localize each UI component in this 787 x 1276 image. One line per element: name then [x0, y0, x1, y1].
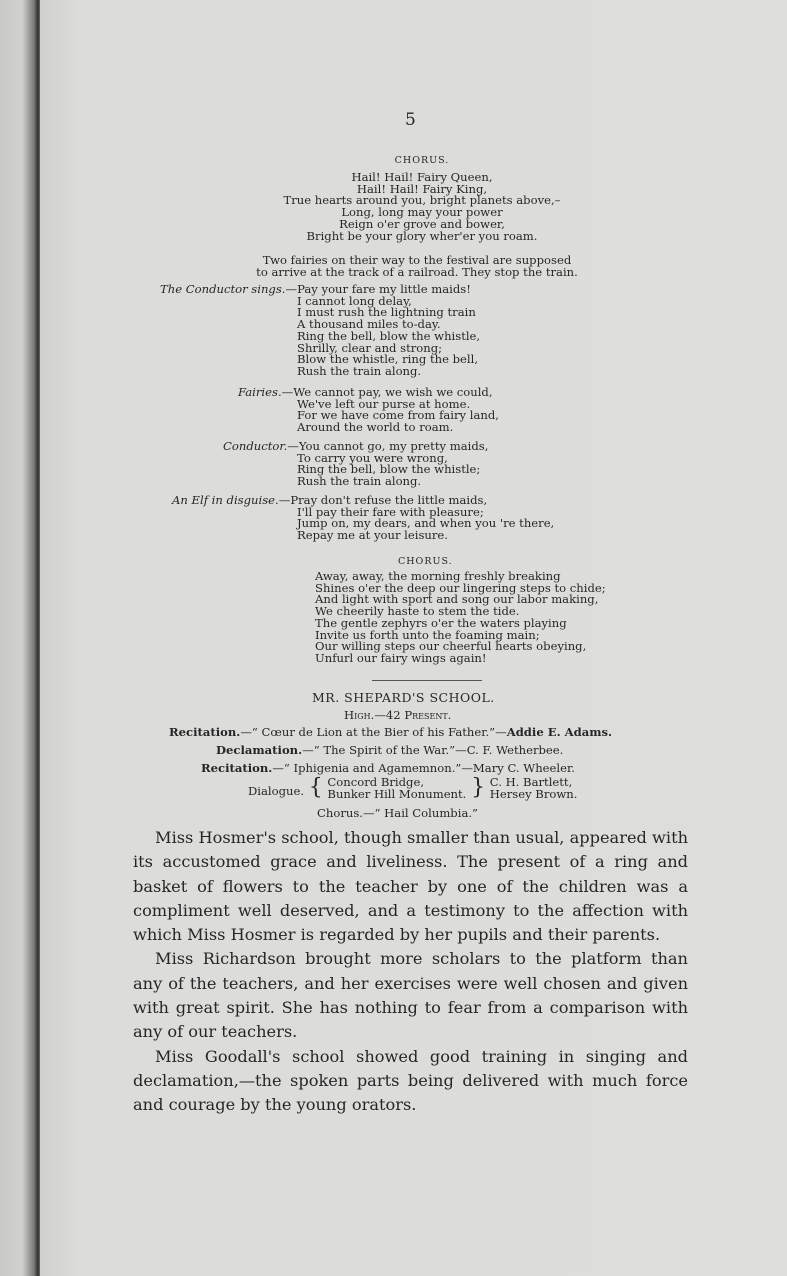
verse-line: —You cannot go, my pretty maids,: [287, 439, 489, 453]
verse-line: Ring the bell, blow the whistle,: [297, 328, 481, 343]
paragraph: Miss Hosmer's school, though smaller than usual, appeared with its accustomed grace and liveliness. The present of a ring and basket of flowers to the teacher by one of the children was a compliment well deserved, and a testimony to the affection with which Miss Hosmer is regarded by her pupils and their parents.: [133, 828, 688, 945]
speaker-name: Conductor.: [223, 439, 288, 453]
program-label: Dialogue.: [248, 784, 305, 798]
program-text: —“ The Spirit of the War.”—C. F. Wetherbee.: [302, 743, 564, 757]
verse-line: We've left our purse at home.: [297, 396, 471, 411]
verse-conductor: [223, 441, 488, 488]
chorus-one-line: True hearts around you, bright planets above,–: [283, 193, 561, 208]
verse-line: Shrilly, clear and strong;: [297, 340, 443, 355]
stage-direction-line: to arrive at the track of a railroad. They stop the train.: [256, 264, 578, 279]
chorus-two-heading: CHORUS.: [398, 556, 453, 567]
program-text: —“ Cœur de Lion at the Bier of his Father.”—: [240, 725, 507, 739]
verse-line: —Pay your fare my little maids!: [285, 282, 471, 296]
verse-line: I'll pay their fare with pleasure;: [297, 504, 484, 519]
school-subtitle: High.—42 Present.: [344, 708, 452, 722]
speaker-name: Fairies.: [238, 385, 282, 399]
page-number: 5: [405, 110, 416, 130]
program-name: Addie E. Adams.: [506, 725, 613, 739]
verse-conductor-sings: [160, 284, 480, 378]
verse-line: For we have come from fairy land,: [297, 408, 499, 423]
chorus-one-line: Long, long may your power: [341, 205, 503, 220]
program-label: Recitation.: [169, 725, 241, 739]
verse-fairies: [238, 387, 499, 434]
chorus-one: [262, 155, 582, 242]
chorus-two-line: Shines o'er the deep our lingering steps to chide;: [315, 580, 606, 595]
chorus-two-line: The gentle zephyrs o'er the waters playing: [315, 615, 567, 630]
chorus-one-line: Reign o'er grove and bower,: [339, 216, 505, 231]
dialogue-part: Concord Bridge,: [327, 775, 425, 789]
paragraph: Miss Goodall's school showed good training in singing and declamation,—the spoken parts being delivered with much force and courage by the young orators.: [133, 1046, 688, 1115]
chorus-two: [315, 571, 606, 665]
program-item: [169, 725, 612, 739]
dialogue-names: [490, 776, 578, 800]
book-binding: [0, 0, 40, 1276]
dialogue-parts: [327, 776, 466, 800]
dialogue-name: C. H. Bartlett,: [489, 775, 573, 789]
chorus-two-line: And light with sport and song our labor making,: [315, 592, 599, 607]
chorus-one-line: Bright be your glory wher'er you roam.: [306, 228, 538, 243]
chorus-one-line: Hail! Hail! Fairy Queen,: [351, 170, 493, 184]
chorus-two-line: Away, away, the morning freshly breaking: [315, 569, 561, 583]
chorus-two-line: Our willing steps our cheerful hearts obeying,: [315, 639, 587, 654]
speaker-name: The Conductor sings.: [160, 282, 286, 296]
verse-line: A thousand miles to-day.: [297, 317, 441, 332]
brace-right: }: [471, 775, 486, 800]
program-label: Recitation.: [201, 761, 273, 775]
program-dialogue: [248, 776, 577, 800]
school-title: MR. SHEPARD'S SCHOOL.: [312, 690, 495, 705]
verse-line: Rush the train along.: [297, 474, 422, 489]
dialogue-part: Bunker Hill Monument.: [327, 787, 467, 801]
verse-elf: [172, 495, 554, 542]
verse-line: Repay me at your leisure.: [297, 528, 448, 543]
brace-left: {: [308, 775, 323, 800]
verse-line: Blow the whistle, ring the bell,: [297, 352, 479, 367]
verse-line: I must rush the lightning train: [297, 305, 476, 320]
verse-line: Ring the bell, blow the whistle;: [297, 462, 481, 477]
verse-line: Around the world to roam.: [297, 420, 454, 435]
dialogue-name: Hersey Brown.: [489, 787, 578, 801]
verse-line: —We cannot pay, we wish we could,: [281, 385, 493, 399]
section-divider: [372, 680, 482, 681]
program-item: [216, 743, 563, 757]
report-prose: [133, 826, 688, 1118]
program-chorus: Chorus.—“ Hail Columbia.”: [317, 806, 478, 820]
stage-direction-line: Two fairies on their way to the festival are supposed: [262, 253, 572, 267]
verse-line: —Pray don't refuse the little maids,: [278, 493, 488, 507]
chorus-one-heading: CHORUS.: [394, 155, 450, 166]
stage-direction: [212, 255, 622, 278]
program-item: [201, 761, 575, 775]
verse-line: To carry you were wrong,: [297, 450, 448, 465]
paragraph: Miss Richardson brought more scholars to the platform than any of the teachers, and her exercises were well chosen and given with great spirit. She has nothing to fear from a comparison with any of our teachers.: [133, 949, 688, 1042]
chorus-two-line: Invite us forth unto the foaming main;: [315, 627, 540, 642]
program-text: —“ Iphigenia and Agamemnon.”—Mary C. Wheeler.: [272, 761, 575, 775]
speaker-name: An Elf in disguise.: [172, 493, 279, 507]
verse-line: Jump on, my dears, and when you 're there,: [297, 516, 555, 531]
program-label: Declamation.: [216, 743, 303, 757]
chorus-one-line: Hail! Hail! Fairy King,: [356, 181, 488, 196]
chorus-two-line: Unfurl our fairy wings again!: [315, 650, 487, 665]
verse-line: Rush the train along.: [297, 363, 422, 378]
chorus-two-line: We cheerily haste to stem the tide.: [315, 604, 520, 619]
verse-line: I cannot long delay,: [297, 293, 412, 308]
